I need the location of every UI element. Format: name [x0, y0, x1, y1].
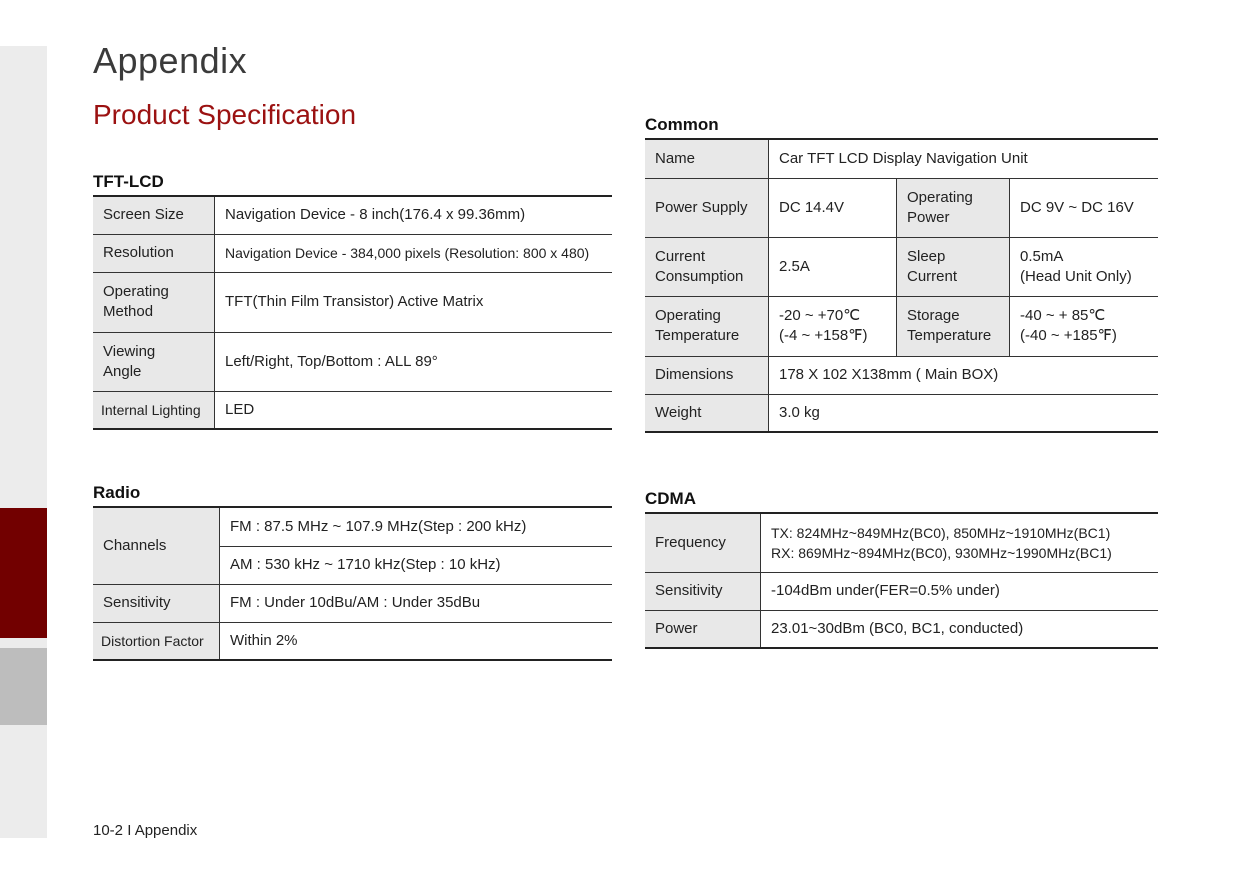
radio-heading: Radio — [93, 483, 141, 502]
spec-value: 23.01~30dBm (BC0, BC1, conducted) — [761, 610, 1159, 648]
spec-label: Frequency — [645, 513, 761, 572]
spec-value: DC 14.4V — [769, 178, 897, 237]
table-row — [645, 572, 1158, 610]
spec-label — [93, 332, 215, 391]
spec-label: Power — [645, 610, 761, 648]
page-subtitle: Product Specification — [93, 99, 357, 130]
spec-label: Sensitivity — [645, 572, 761, 610]
spec-label — [897, 178, 1010, 237]
table-row — [93, 622, 612, 660]
common-table — [645, 138, 1158, 433]
spec-value — [1010, 296, 1159, 356]
radio-table — [93, 506, 612, 661]
spec-label: Sensitivity — [93, 584, 220, 622]
spec-value: -104dBm under(FER=0.5% under) — [761, 572, 1159, 610]
page-footer: 10-2 I Appendix — [93, 822, 198, 839]
spec-label: Distortion Factor — [93, 622, 220, 660]
spec-label — [93, 272, 215, 332]
table-row — [645, 237, 1158, 296]
table-row — [645, 513, 1158, 572]
spec-value — [761, 513, 1159, 572]
spec-value — [1010, 237, 1159, 296]
side-tab-active — [0, 508, 47, 638]
table-row — [93, 272, 612, 332]
spec-value: Within 2% — [220, 622, 613, 660]
frequency-rx: RX: 869MHz~894MHz(BC0), 930MHz~1990MHz(BC1) — [771, 544, 1112, 561]
table-row — [93, 332, 612, 391]
page-title: Appendix — [93, 40, 248, 81]
tft-lcd-heading: TFT-LCD — [93, 172, 164, 191]
current-consumption-label: Current Consumption — [655, 247, 744, 285]
frequency-tx: TX: 824MHz~849MHz(BC0), 850MHz~1910MHz(BC1) — [771, 524, 1111, 541]
spec-label — [645, 296, 769, 356]
spec-label: Channels — [93, 507, 220, 584]
spec-value: Navigation Device - 384,000 pixels (Resolution: 800 x 480) — [215, 234, 613, 272]
spec-value: 178 X 102 X138mm ( Main BOX) — [769, 356, 1159, 394]
sleep-current-value: 0.5mA — [1020, 247, 1064, 265]
spec-label: Weight — [645, 394, 769, 432]
sleep-current-note: (Head Unit Only) — [1020, 267, 1132, 285]
spec-label: Resolution — [93, 234, 215, 272]
table-row — [645, 139, 1158, 178]
spec-label: Internal Lighting — [93, 391, 215, 429]
spec-value: 2.5A — [769, 237, 897, 296]
spec-label — [897, 237, 1010, 296]
side-tab-inactive — [0, 648, 47, 725]
table-row — [93, 234, 612, 272]
spec-label: Power Supply — [645, 178, 769, 237]
spec-value: DC 9V ~ DC 16V — [1010, 178, 1159, 237]
operating-temperature-label: Operating Temperature — [655, 307, 740, 344]
spec-value — [769, 296, 897, 356]
table-row — [93, 507, 612, 546]
op-temp-fahrenheit: (-4 ~ +158℉) — [779, 327, 868, 344]
spec-label: Screen Size — [93, 196, 215, 234]
spec-value: TFT(Thin Film Transistor) Active Matrix — [215, 272, 613, 332]
spec-value: Car TFT LCD Display Navigation Unit — [769, 139, 1159, 178]
table-row — [93, 196, 612, 234]
spec-label: Dimensions — [645, 356, 769, 394]
sleep-current-label: Sleep Current — [907, 247, 958, 285]
spec-label: Name — [645, 139, 769, 178]
op-temp-celsius: -20 ~ +70℃ — [779, 307, 861, 324]
spec-value: 3.0 kg — [769, 394, 1159, 432]
common-heading: Common — [645, 115, 719, 134]
spec-label — [897, 296, 1010, 356]
spec-value: LED — [215, 391, 613, 429]
table-row — [93, 584, 612, 622]
table-row — [645, 394, 1158, 432]
spec-value: Left/Right, Top/Bottom : ALL 89° — [215, 332, 613, 391]
table-row — [645, 610, 1158, 648]
storage-temp-fahrenheit: (-40 ~ +185℉) — [1020, 327, 1117, 344]
operating-method-label: Operating Method — [103, 283, 169, 320]
tft-lcd-table — [93, 195, 612, 430]
table-row — [645, 296, 1158, 356]
cdma-table — [645, 512, 1158, 649]
spec-value: FM : Under 10dBu/AM : Under 35dBu — [220, 584, 613, 622]
spec-value: FM : 87.5 MHz ~ 107.9 MHz(Step : 200 kHz) — [220, 507, 613, 546]
spec-label — [645, 237, 769, 296]
operating-power-label: Operating Power — [907, 188, 973, 226]
table-row — [645, 178, 1158, 237]
table-row — [93, 391, 612, 429]
viewing-angle-label: Viewing Angle — [103, 342, 156, 380]
storage-temperature-label: Storage Temperature — [907, 307, 992, 344]
spec-value: Navigation Device - 8 inch(176.4 x 99.36mm) — [215, 196, 613, 234]
cdma-heading: CDMA — [645, 489, 696, 508]
storage-temp-celsius: -40 ~ + 85℃ — [1020, 307, 1106, 324]
spec-value: AM : 530 kHz ~ 1710 kHz(Step : 10 kHz) — [220, 546, 613, 584]
table-row — [645, 356, 1158, 394]
